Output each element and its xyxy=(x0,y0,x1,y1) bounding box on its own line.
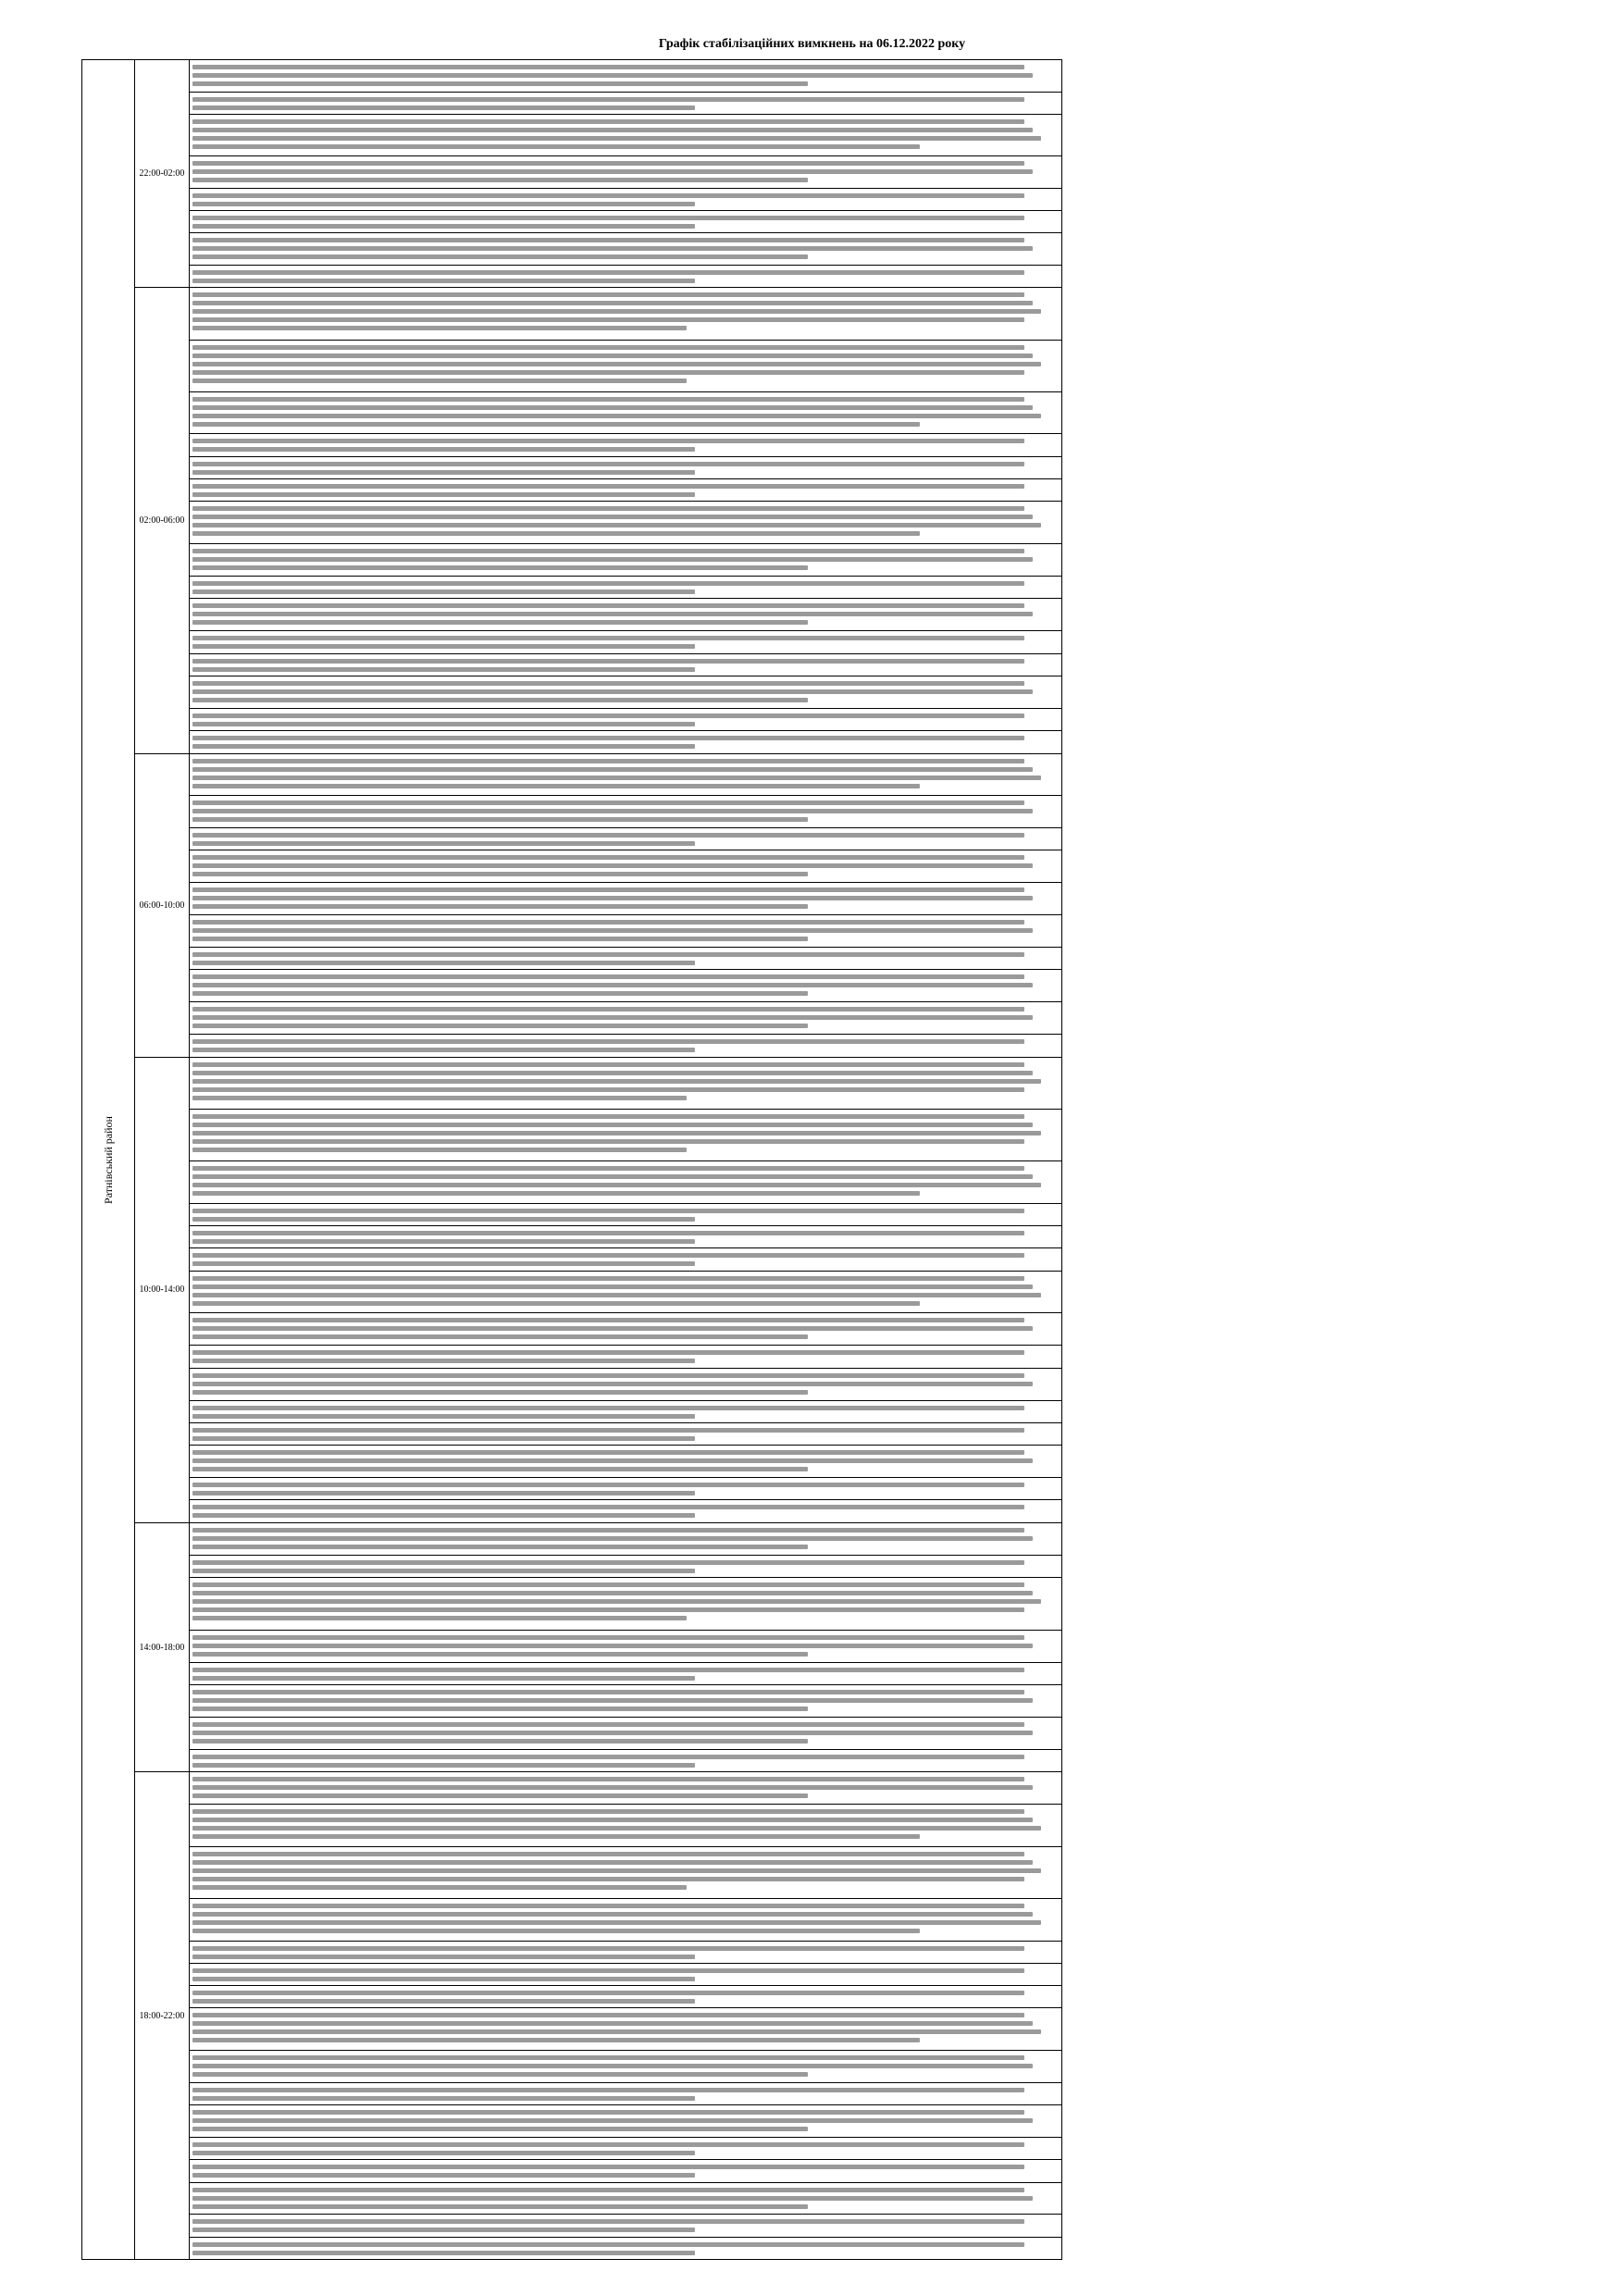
text-line-placeholder xyxy=(192,1024,808,1028)
text-line-placeholder xyxy=(192,1096,687,1100)
text-line-placeholder xyxy=(192,1209,1024,1213)
text-line-placeholder xyxy=(192,1148,687,1152)
area-row xyxy=(190,577,1061,599)
text-line-placeholder xyxy=(192,817,808,822)
area-row xyxy=(190,1986,1061,2008)
text-line-placeholder xyxy=(192,2165,1024,2169)
text-line-placeholder xyxy=(192,1491,695,1496)
text-line-placeholder xyxy=(192,937,808,941)
area-row xyxy=(190,599,1061,631)
text-line-placeholder xyxy=(192,872,808,876)
text-line-placeholder xyxy=(192,2055,1024,2060)
text-line-placeholder xyxy=(192,1114,1024,1119)
text-line-placeholder xyxy=(192,2021,1033,2026)
area-row xyxy=(190,754,1061,797)
text-line-placeholder xyxy=(192,397,1024,402)
area-row xyxy=(190,2183,1061,2215)
text-line-placeholder xyxy=(192,1868,1041,1873)
text-line-placeholder xyxy=(192,128,1033,132)
text-line-placeholder xyxy=(192,620,808,625)
text-line-placeholder xyxy=(192,447,695,452)
text-line-placeholder xyxy=(192,644,695,649)
text-line-placeholder xyxy=(192,1276,1024,1281)
text-line-placeholder xyxy=(192,590,695,594)
text-line-placeholder xyxy=(192,2038,920,2042)
text-line-placeholder xyxy=(192,1885,687,1890)
text-line-placeholder xyxy=(192,1048,695,1052)
area-row xyxy=(190,1500,1061,1521)
text-line-placeholder xyxy=(192,1382,1033,1386)
text-line-placeholder xyxy=(192,1560,1024,1565)
area-row xyxy=(190,1313,1061,1346)
text-line-placeholder xyxy=(192,1968,1024,1973)
area-row xyxy=(190,948,1061,970)
text-line-placeholder xyxy=(192,362,1041,366)
text-line-placeholder xyxy=(192,326,687,330)
text-line-placeholder xyxy=(192,557,1033,562)
text-line-placeholder xyxy=(192,855,1024,860)
text-line-placeholder xyxy=(192,279,695,283)
text-line-placeholder xyxy=(192,193,1024,198)
text-line-placeholder xyxy=(192,1139,1024,1144)
text-line-placeholder xyxy=(192,414,1041,418)
area-row xyxy=(190,1964,1061,1986)
text-line-placeholder xyxy=(192,603,1024,608)
text-line-placeholder xyxy=(192,216,1024,220)
text-line-placeholder xyxy=(192,2219,1024,2224)
text-line-placeholder xyxy=(192,484,1024,489)
text-line-placeholder xyxy=(192,887,1024,892)
text-line-placeholder xyxy=(192,974,1024,979)
area-row xyxy=(190,288,1061,340)
text-line-placeholder xyxy=(192,309,1041,314)
time-slot-label: 14:00-18:00 xyxy=(135,1523,190,1772)
time-slot xyxy=(135,60,1061,288)
text-line-placeholder xyxy=(192,161,1024,166)
text-line-placeholder xyxy=(192,65,1024,69)
area-rows xyxy=(190,60,1061,287)
area-rows xyxy=(190,754,1061,1057)
text-line-placeholder xyxy=(192,345,1024,350)
text-line-placeholder xyxy=(192,928,1033,933)
text-line-placeholder xyxy=(192,549,1024,553)
area-row xyxy=(190,1847,1061,1899)
text-line-placeholder xyxy=(192,1239,695,1244)
text-line-placeholder xyxy=(192,565,808,570)
text-line-placeholder xyxy=(192,636,1024,640)
text-line-placeholder xyxy=(192,784,920,788)
text-line-placeholder xyxy=(192,1616,687,1620)
text-line-placeholder xyxy=(192,1301,920,1306)
text-line-placeholder xyxy=(192,292,1024,297)
area-row xyxy=(190,2160,1061,2182)
text-line-placeholder xyxy=(192,2151,695,2155)
text-line-placeholder xyxy=(192,1406,1024,1410)
text-line-placeholder xyxy=(192,81,808,86)
text-line-placeholder xyxy=(192,1467,808,1471)
area-row xyxy=(190,1556,1061,1578)
area-row xyxy=(190,1346,1061,1368)
text-line-placeholder xyxy=(192,144,920,149)
text-line-placeholder xyxy=(192,1390,808,1395)
text-line-placeholder xyxy=(192,470,695,475)
text-line-placeholder xyxy=(192,422,920,427)
area-row xyxy=(190,1272,1061,1314)
time-slots xyxy=(135,60,1061,2259)
text-line-placeholder xyxy=(192,1253,1024,1258)
text-line-placeholder xyxy=(192,1087,1024,1092)
text-line-placeholder xyxy=(192,2118,1033,2123)
text-line-placeholder xyxy=(192,667,695,672)
text-line-placeholder xyxy=(192,2127,808,2131)
text-line-placeholder xyxy=(192,136,1041,141)
text-line-placeholder xyxy=(192,659,1024,664)
text-line-placeholder xyxy=(192,1007,1024,1011)
text-line-placeholder xyxy=(192,863,1033,868)
text-line-placeholder xyxy=(192,689,1033,694)
text-line-placeholder xyxy=(192,776,1041,780)
time-slot xyxy=(135,754,1061,1058)
area-row xyxy=(190,115,1061,156)
area-rows xyxy=(190,1772,1061,2259)
area-row xyxy=(190,1002,1061,1035)
text-line-placeholder xyxy=(192,2110,1024,2115)
text-line-placeholder xyxy=(192,1999,695,2004)
text-line-placeholder xyxy=(192,1860,1033,1865)
text-line-placeholder xyxy=(192,1458,1033,1463)
area-row xyxy=(190,2138,1061,2160)
area-row xyxy=(190,2051,1061,2083)
text-line-placeholder xyxy=(192,1991,1024,1995)
text-line-placeholder xyxy=(192,105,695,110)
text-line-placeholder xyxy=(192,612,1033,616)
text-line-placeholder xyxy=(192,1955,695,1959)
text-line-placeholder xyxy=(192,2142,1024,2147)
text-line-placeholder xyxy=(192,1334,808,1339)
text-line-placeholder xyxy=(192,1722,1024,1727)
text-line-placeholder xyxy=(192,1706,808,1711)
text-line-placeholder xyxy=(192,1793,808,1798)
text-line-placeholder xyxy=(192,1166,1024,1171)
text-line-placeholder xyxy=(192,736,1024,740)
area-row xyxy=(190,1248,1061,1271)
text-line-placeholder xyxy=(192,1131,1041,1136)
text-line-placeholder xyxy=(192,767,1033,772)
district-label: Ратнівський район xyxy=(101,1115,115,1204)
text-line-placeholder xyxy=(192,1755,1024,1759)
text-line-placeholder xyxy=(192,2251,695,2255)
text-line-placeholder xyxy=(192,1582,1024,1587)
area-row xyxy=(190,1578,1061,1630)
text-line-placeholder xyxy=(192,1731,1033,1735)
text-line-placeholder xyxy=(192,224,695,229)
area-row xyxy=(190,502,1061,544)
area-row xyxy=(190,1401,1061,1423)
text-line-placeholder xyxy=(192,1071,1033,1075)
text-line-placeholder xyxy=(192,1852,1024,1856)
text-line-placeholder xyxy=(192,722,695,726)
area-row xyxy=(190,544,1061,577)
text-line-placeholder xyxy=(192,405,1033,410)
text-line-placeholder xyxy=(192,896,1033,900)
area-row xyxy=(190,631,1061,653)
text-line-placeholder xyxy=(192,1062,1024,1067)
text-line-placeholder xyxy=(192,1834,920,1839)
text-line-placeholder xyxy=(192,2064,1033,2068)
area-row xyxy=(190,233,1061,266)
text-line-placeholder xyxy=(192,523,1041,527)
text-line-placeholder xyxy=(192,1904,1024,1908)
text-line-placeholder xyxy=(192,1039,1024,1044)
text-line-placeholder xyxy=(192,581,1024,586)
text-line-placeholder xyxy=(192,1977,695,1981)
area-rows xyxy=(190,1523,1061,1772)
area-row xyxy=(190,1423,1061,1446)
time-slot xyxy=(135,1772,1061,2259)
text-line-placeholder xyxy=(192,2228,695,2232)
area-row xyxy=(190,341,1061,392)
text-line-placeholder xyxy=(192,1818,1033,1822)
text-line-placeholder xyxy=(192,759,1024,763)
area-row xyxy=(190,1942,1061,1964)
area-row xyxy=(190,970,1061,1002)
text-line-placeholder xyxy=(192,2013,1024,2017)
area-row xyxy=(190,2008,1061,2051)
area-row xyxy=(190,2083,1061,2105)
area-row xyxy=(190,457,1061,479)
text-line-placeholder xyxy=(192,1912,1033,1917)
area-row xyxy=(190,1226,1061,1248)
area-row xyxy=(190,1899,1061,1942)
text-line-placeholder xyxy=(192,1528,1024,1533)
area-row xyxy=(190,2105,1061,2138)
text-line-placeholder xyxy=(192,1428,1024,1433)
text-line-placeholder xyxy=(192,698,808,702)
text-line-placeholder xyxy=(192,2204,808,2209)
text-line-placeholder xyxy=(192,1785,1033,1790)
text-line-placeholder xyxy=(192,714,1024,718)
area-row xyxy=(190,211,1061,233)
text-line-placeholder xyxy=(192,370,1024,375)
text-line-placeholder xyxy=(192,2188,1024,2192)
text-line-placeholder xyxy=(192,1545,808,1549)
text-line-placeholder xyxy=(192,1739,808,1744)
area-row xyxy=(190,731,1061,752)
text-line-placeholder xyxy=(192,254,808,259)
text-line-placeholder xyxy=(192,1174,1033,1179)
text-line-placeholder xyxy=(192,1920,1041,1925)
text-line-placeholder xyxy=(192,1373,1024,1378)
time-slot-label: 18:00-22:00 xyxy=(135,1772,190,2259)
text-line-placeholder xyxy=(192,1483,1024,1487)
text-line-placeholder xyxy=(192,1191,920,1196)
area-row xyxy=(190,676,1061,709)
text-line-placeholder xyxy=(192,1350,1024,1355)
area-row xyxy=(190,1204,1061,1226)
area-row xyxy=(190,479,1061,502)
area-rows xyxy=(190,288,1061,752)
text-line-placeholder xyxy=(192,515,1033,519)
text-line-placeholder xyxy=(192,178,808,182)
text-line-placeholder xyxy=(192,1635,1024,1640)
text-line-placeholder xyxy=(192,2096,695,2101)
area-row xyxy=(190,709,1061,731)
text-line-placeholder xyxy=(192,439,1024,443)
area-row xyxy=(190,1750,1061,1771)
text-line-placeholder xyxy=(192,1946,1024,1951)
text-line-placeholder xyxy=(192,904,808,909)
text-line-placeholder xyxy=(192,1652,808,1657)
text-line-placeholder xyxy=(192,73,1033,78)
time-slot-label: 06:00-10:00 xyxy=(135,754,190,1057)
area-row xyxy=(190,1161,1061,1204)
text-line-placeholder xyxy=(192,809,1033,813)
schedule-table xyxy=(81,59,1062,2260)
text-line-placeholder xyxy=(192,1513,695,1518)
area-row xyxy=(190,1446,1061,1478)
area-row xyxy=(190,189,1061,211)
area-row xyxy=(190,1478,1061,1500)
text-line-placeholder xyxy=(192,169,1033,174)
time-slot xyxy=(135,1523,1061,1773)
area-row xyxy=(190,1805,1061,1847)
text-line-placeholder xyxy=(192,1676,695,1681)
text-line-placeholder xyxy=(192,1183,1041,1187)
area-row xyxy=(190,1035,1061,1056)
text-line-placeholder xyxy=(192,1079,1041,1084)
text-line-placeholder xyxy=(192,1261,695,1266)
text-line-placeholder xyxy=(192,952,1024,957)
district-cell xyxy=(82,60,135,2259)
text-line-placeholder xyxy=(192,246,1033,251)
text-line-placeholder xyxy=(192,301,1033,305)
text-line-placeholder xyxy=(192,2072,808,2077)
text-line-placeholder xyxy=(192,1826,1041,1831)
text-line-placeholder xyxy=(192,379,687,383)
text-line-placeholder xyxy=(192,1929,920,1933)
area-row xyxy=(190,654,1061,676)
text-line-placeholder xyxy=(192,744,695,749)
area-row xyxy=(190,156,1061,189)
text-line-placeholder xyxy=(192,317,1024,322)
text-line-placeholder xyxy=(192,991,808,996)
text-line-placeholder xyxy=(192,238,1024,242)
text-line-placeholder xyxy=(192,1293,1041,1297)
text-line-placeholder xyxy=(192,1359,695,1363)
area-row xyxy=(190,392,1061,435)
document-title: Графік стабілізаційних вимкнень на 06.12.2022 року xyxy=(658,37,966,51)
text-line-placeholder xyxy=(192,1505,1024,1509)
time-slot-label: 10:00-14:00 xyxy=(135,1058,190,1522)
text-line-placeholder xyxy=(192,97,1024,102)
text-line-placeholder xyxy=(192,1763,695,1768)
area-row xyxy=(190,1772,1061,1805)
text-line-placeholder xyxy=(192,1777,1024,1781)
area-row xyxy=(190,1058,1061,1110)
text-line-placeholder xyxy=(192,1536,1033,1541)
text-line-placeholder xyxy=(192,1015,1033,1020)
text-line-placeholder xyxy=(192,920,1024,925)
text-line-placeholder xyxy=(192,681,1024,686)
area-row xyxy=(190,2238,1061,2259)
text-line-placeholder xyxy=(192,1326,1033,1331)
time-slot xyxy=(135,288,1061,753)
text-line-placeholder xyxy=(192,2242,1024,2247)
text-line-placeholder xyxy=(192,1217,695,1222)
area-row xyxy=(190,1110,1061,1161)
text-line-placeholder xyxy=(192,1698,1033,1703)
time-slot-label: 22:00-02:00 xyxy=(135,60,190,287)
area-row xyxy=(190,60,1061,93)
text-line-placeholder xyxy=(192,1591,1033,1595)
area-row xyxy=(190,1718,1061,1750)
area-row xyxy=(190,883,1061,915)
text-line-placeholder xyxy=(192,1569,695,1573)
area-row xyxy=(190,1523,1061,1556)
text-line-placeholder xyxy=(192,531,920,536)
text-line-placeholder xyxy=(192,119,1024,124)
text-line-placeholder xyxy=(192,1690,1024,1694)
area-row xyxy=(190,796,1061,828)
text-line-placeholder xyxy=(192,2196,1033,2201)
text-line-placeholder xyxy=(192,1285,1033,1289)
text-line-placeholder xyxy=(192,506,1024,511)
text-line-placeholder xyxy=(192,1414,695,1419)
area-row xyxy=(190,266,1061,287)
text-line-placeholder xyxy=(192,1123,1033,1127)
area-row xyxy=(190,1663,1061,1685)
text-line-placeholder xyxy=(192,1599,1041,1604)
text-line-placeholder xyxy=(192,1607,1024,1612)
area-rows xyxy=(190,1058,1061,1522)
area-row xyxy=(190,1685,1061,1718)
text-line-placeholder xyxy=(192,1809,1024,1814)
area-row xyxy=(190,915,1061,948)
time-slot-label: 02:00-06:00 xyxy=(135,288,190,752)
area-row xyxy=(190,828,1061,850)
area-row xyxy=(190,2215,1061,2237)
area-row xyxy=(190,1369,1061,1401)
text-line-placeholder xyxy=(192,462,1024,466)
text-line-placeholder xyxy=(192,1644,1033,1648)
text-line-placeholder xyxy=(192,1436,695,1441)
text-line-placeholder xyxy=(192,492,695,497)
time-slot xyxy=(135,1058,1061,1523)
text-line-placeholder xyxy=(192,833,1024,838)
text-line-placeholder xyxy=(192,354,1033,358)
text-line-placeholder xyxy=(192,983,1033,987)
text-line-placeholder xyxy=(192,841,695,846)
text-line-placeholder xyxy=(192,270,1024,275)
text-line-placeholder xyxy=(192,1231,1024,1235)
area-row xyxy=(190,93,1061,115)
text-line-placeholder xyxy=(192,961,695,965)
text-line-placeholder xyxy=(192,1450,1024,1455)
text-line-placeholder xyxy=(192,800,1024,805)
area-row xyxy=(190,434,1061,456)
text-line-placeholder xyxy=(192,2173,695,2178)
text-line-placeholder xyxy=(192,1668,1024,1672)
text-line-placeholder xyxy=(192,1318,1024,1322)
text-line-placeholder xyxy=(192,1877,1024,1881)
text-line-placeholder xyxy=(192,2029,1041,2034)
text-line-placeholder xyxy=(192,2088,1024,2092)
text-line-placeholder xyxy=(192,202,695,206)
area-row xyxy=(190,1631,1061,1663)
area-row xyxy=(190,850,1061,883)
